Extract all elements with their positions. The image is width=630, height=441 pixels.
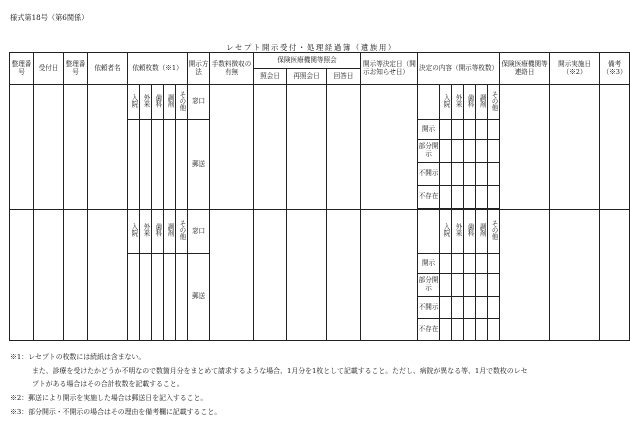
table-cell (500, 210, 550, 341)
table-cell (210, 210, 254, 341)
footnote-1-continued-2: プトがある場合はその合計枚数を記載すること。 (32, 380, 184, 389)
table-cell (34, 85, 64, 210)
footnote-2: ※2：郵送により開示を実施した場合は郵送日を記入すること。 (10, 394, 208, 403)
table-cell (452, 297, 464, 319)
table-cell (327, 210, 361, 341)
footnote-1-continued: また、診療を受けたかどうか不明なので数箇月分をまとめて請求するような場合、1月分を1枚として記載すること。ただし、病院が異なる等、1月で数枚のレセ (32, 366, 528, 375)
table-cell (464, 319, 476, 341)
header-bikou: 備考（※3） (600, 53, 630, 85)
table-cell (152, 120, 164, 210)
category-outpatient: 外来 (140, 210, 152, 254)
header-saishoukai-bi: 再照会日 (287, 69, 327, 85)
method-window: 窓口 (188, 210, 210, 254)
table-cell (488, 140, 500, 163)
decision-partial: 部分開示 (418, 140, 440, 163)
header-tesuuryou: 手数料徴収の有無 (210, 53, 254, 85)
table-cell (176, 254, 188, 341)
header-seiri-bangou-2: 整理番号 (64, 53, 88, 85)
table-cell (34, 210, 64, 341)
table-cell (287, 210, 327, 341)
category-dental: 歯科 (152, 85, 164, 120)
category-dental: 歯科 (152, 210, 164, 254)
table-cell (164, 120, 176, 210)
table-cell (550, 85, 600, 210)
header-irai-maisu: 依頼枚数（※1） (128, 53, 188, 85)
table-cell (488, 319, 500, 341)
decision-category-dispensing: 調剤 (476, 210, 488, 254)
table-cell (128, 254, 140, 341)
table-cell (440, 163, 452, 186)
footnote-3: ※3：部分開示・不開示の場合はその理由を備考欄に記載すること。 (10, 407, 222, 416)
header-uketsuke-bi: 受付日 (34, 53, 64, 85)
table-cell (452, 274, 464, 297)
table-cell (500, 85, 550, 210)
table-cell (476, 254, 488, 274)
method-window: 窓口 (188, 85, 210, 120)
header-kettei-naiyou: 決定の内容（開示等枚数） (418, 53, 500, 85)
table-cell (464, 274, 476, 297)
table-cell (488, 120, 500, 140)
table-cell (452, 319, 464, 341)
table-cell (440, 274, 452, 297)
table-cell (418, 210, 440, 254)
table-cell (128, 120, 140, 210)
table-cell (88, 85, 128, 210)
table-cell (464, 163, 476, 186)
table-cell (476, 297, 488, 319)
table-cell (440, 254, 452, 274)
table-cell (440, 120, 452, 140)
table-cell (64, 210, 88, 341)
decision-category-dental: 歯科 (464, 85, 476, 120)
table-cell (452, 254, 464, 274)
category-outpatient: 外来 (140, 85, 152, 120)
decision-category-other: その他 (488, 210, 500, 254)
table-cell (140, 254, 152, 341)
table-cell (452, 186, 464, 209)
category-dispensing: 調剤 (164, 85, 176, 120)
decision-category-outpatient: 外来 (452, 210, 464, 254)
table-cell (550, 210, 600, 341)
decision-nonexistent: 不存在 (418, 319, 440, 341)
table-cell (88, 210, 128, 341)
table-cell (476, 274, 488, 297)
decision-nondisclose: 不開示 (418, 163, 440, 186)
form-number-label: 様式第18号（第6関係） (10, 13, 89, 22)
table-cell (476, 163, 488, 186)
table-cell (452, 163, 464, 186)
table-cell (64, 85, 88, 210)
table-cell (10, 210, 34, 341)
decision-partial: 部分開示 (418, 274, 440, 297)
table-cell (452, 120, 464, 140)
table-cell (600, 210, 630, 341)
decision-nonexistent: 不存在 (418, 186, 440, 209)
table-cell (488, 163, 500, 186)
table-cell (10, 85, 34, 210)
table-cell (254, 210, 287, 341)
table-cell (488, 254, 500, 274)
table-cell (464, 186, 476, 209)
header-hoken-shoukai: 保険医療機関等照会 (254, 53, 361, 69)
table-cell (254, 85, 287, 210)
decision-category-inpatient: 入院 (440, 210, 452, 254)
category-dispensing: 調剤 (164, 210, 176, 254)
table-cell (488, 274, 500, 297)
table-cell (464, 120, 476, 140)
header-kaiji-houhou: 開示方法 (188, 53, 210, 85)
table-cell (440, 319, 452, 341)
table-cell (488, 186, 500, 209)
table-cell (287, 85, 327, 210)
table-cell (440, 186, 452, 209)
table-cell (464, 254, 476, 274)
footnotes (10, 351, 528, 420)
method-mail: 郵送 (188, 254, 210, 341)
category-inpatient: 入院 (128, 210, 140, 254)
table-cell (452, 140, 464, 163)
category-other: その他 (176, 85, 188, 120)
table-cell (327, 85, 361, 210)
table-cell (176, 120, 188, 210)
decision-disclose: 開示 (418, 120, 440, 140)
table-cell (164, 254, 176, 341)
header-jisshi-bi: 開示実施日（※2） (550, 53, 600, 85)
table-cell (152, 254, 164, 341)
decision-disclose: 開示 (418, 254, 440, 274)
decision-category-dental: 歯科 (464, 210, 476, 254)
header-seiri-bangou: 整理番号 (10, 53, 34, 85)
register-title: レセプト開示受付・処理経過簿（遺族用） (226, 43, 397, 52)
decision-nondisclose: 不開示 (418, 297, 440, 319)
decision-category-inpatient: 入院 (440, 85, 452, 120)
header-kaitou-bi: 回答日 (327, 69, 361, 85)
header-kettei-bi: 開示等決定日（開示お知らせ日） (361, 53, 418, 85)
table-cell (361, 210, 418, 341)
table-cell (476, 186, 488, 209)
table-cell (440, 140, 452, 163)
table-cell (418, 85, 440, 120)
table-cell (464, 140, 476, 163)
table-cell (488, 297, 500, 319)
category-other: その他 (176, 210, 188, 254)
table-cell (210, 85, 254, 210)
table-cell (140, 120, 152, 210)
table-cell (361, 85, 418, 210)
header-shoukai-bi: 照会日 (254, 69, 287, 85)
decision-category-outpatient: 外来 (452, 85, 464, 120)
table-cell (476, 140, 488, 163)
table-cell (476, 319, 488, 341)
footnote-1: ※1：レセプトの枚数には続紙は含まない。 (10, 353, 146, 361)
header-renraku-bi: 保険医療機関等連絡日 (500, 53, 550, 85)
decision-category-other: その他 (488, 85, 500, 120)
decision-category-dispensing: 調剤 (476, 85, 488, 120)
table-cell (440, 297, 452, 319)
table-cell (600, 85, 630, 210)
register-table (9, 52, 630, 341)
method-mail: 郵送 (188, 120, 210, 210)
category-inpatient: 入院 (128, 85, 140, 120)
table-cell (476, 120, 488, 140)
header-iraisha-mei: 依頼者名 (88, 53, 128, 85)
table-cell (464, 297, 476, 319)
